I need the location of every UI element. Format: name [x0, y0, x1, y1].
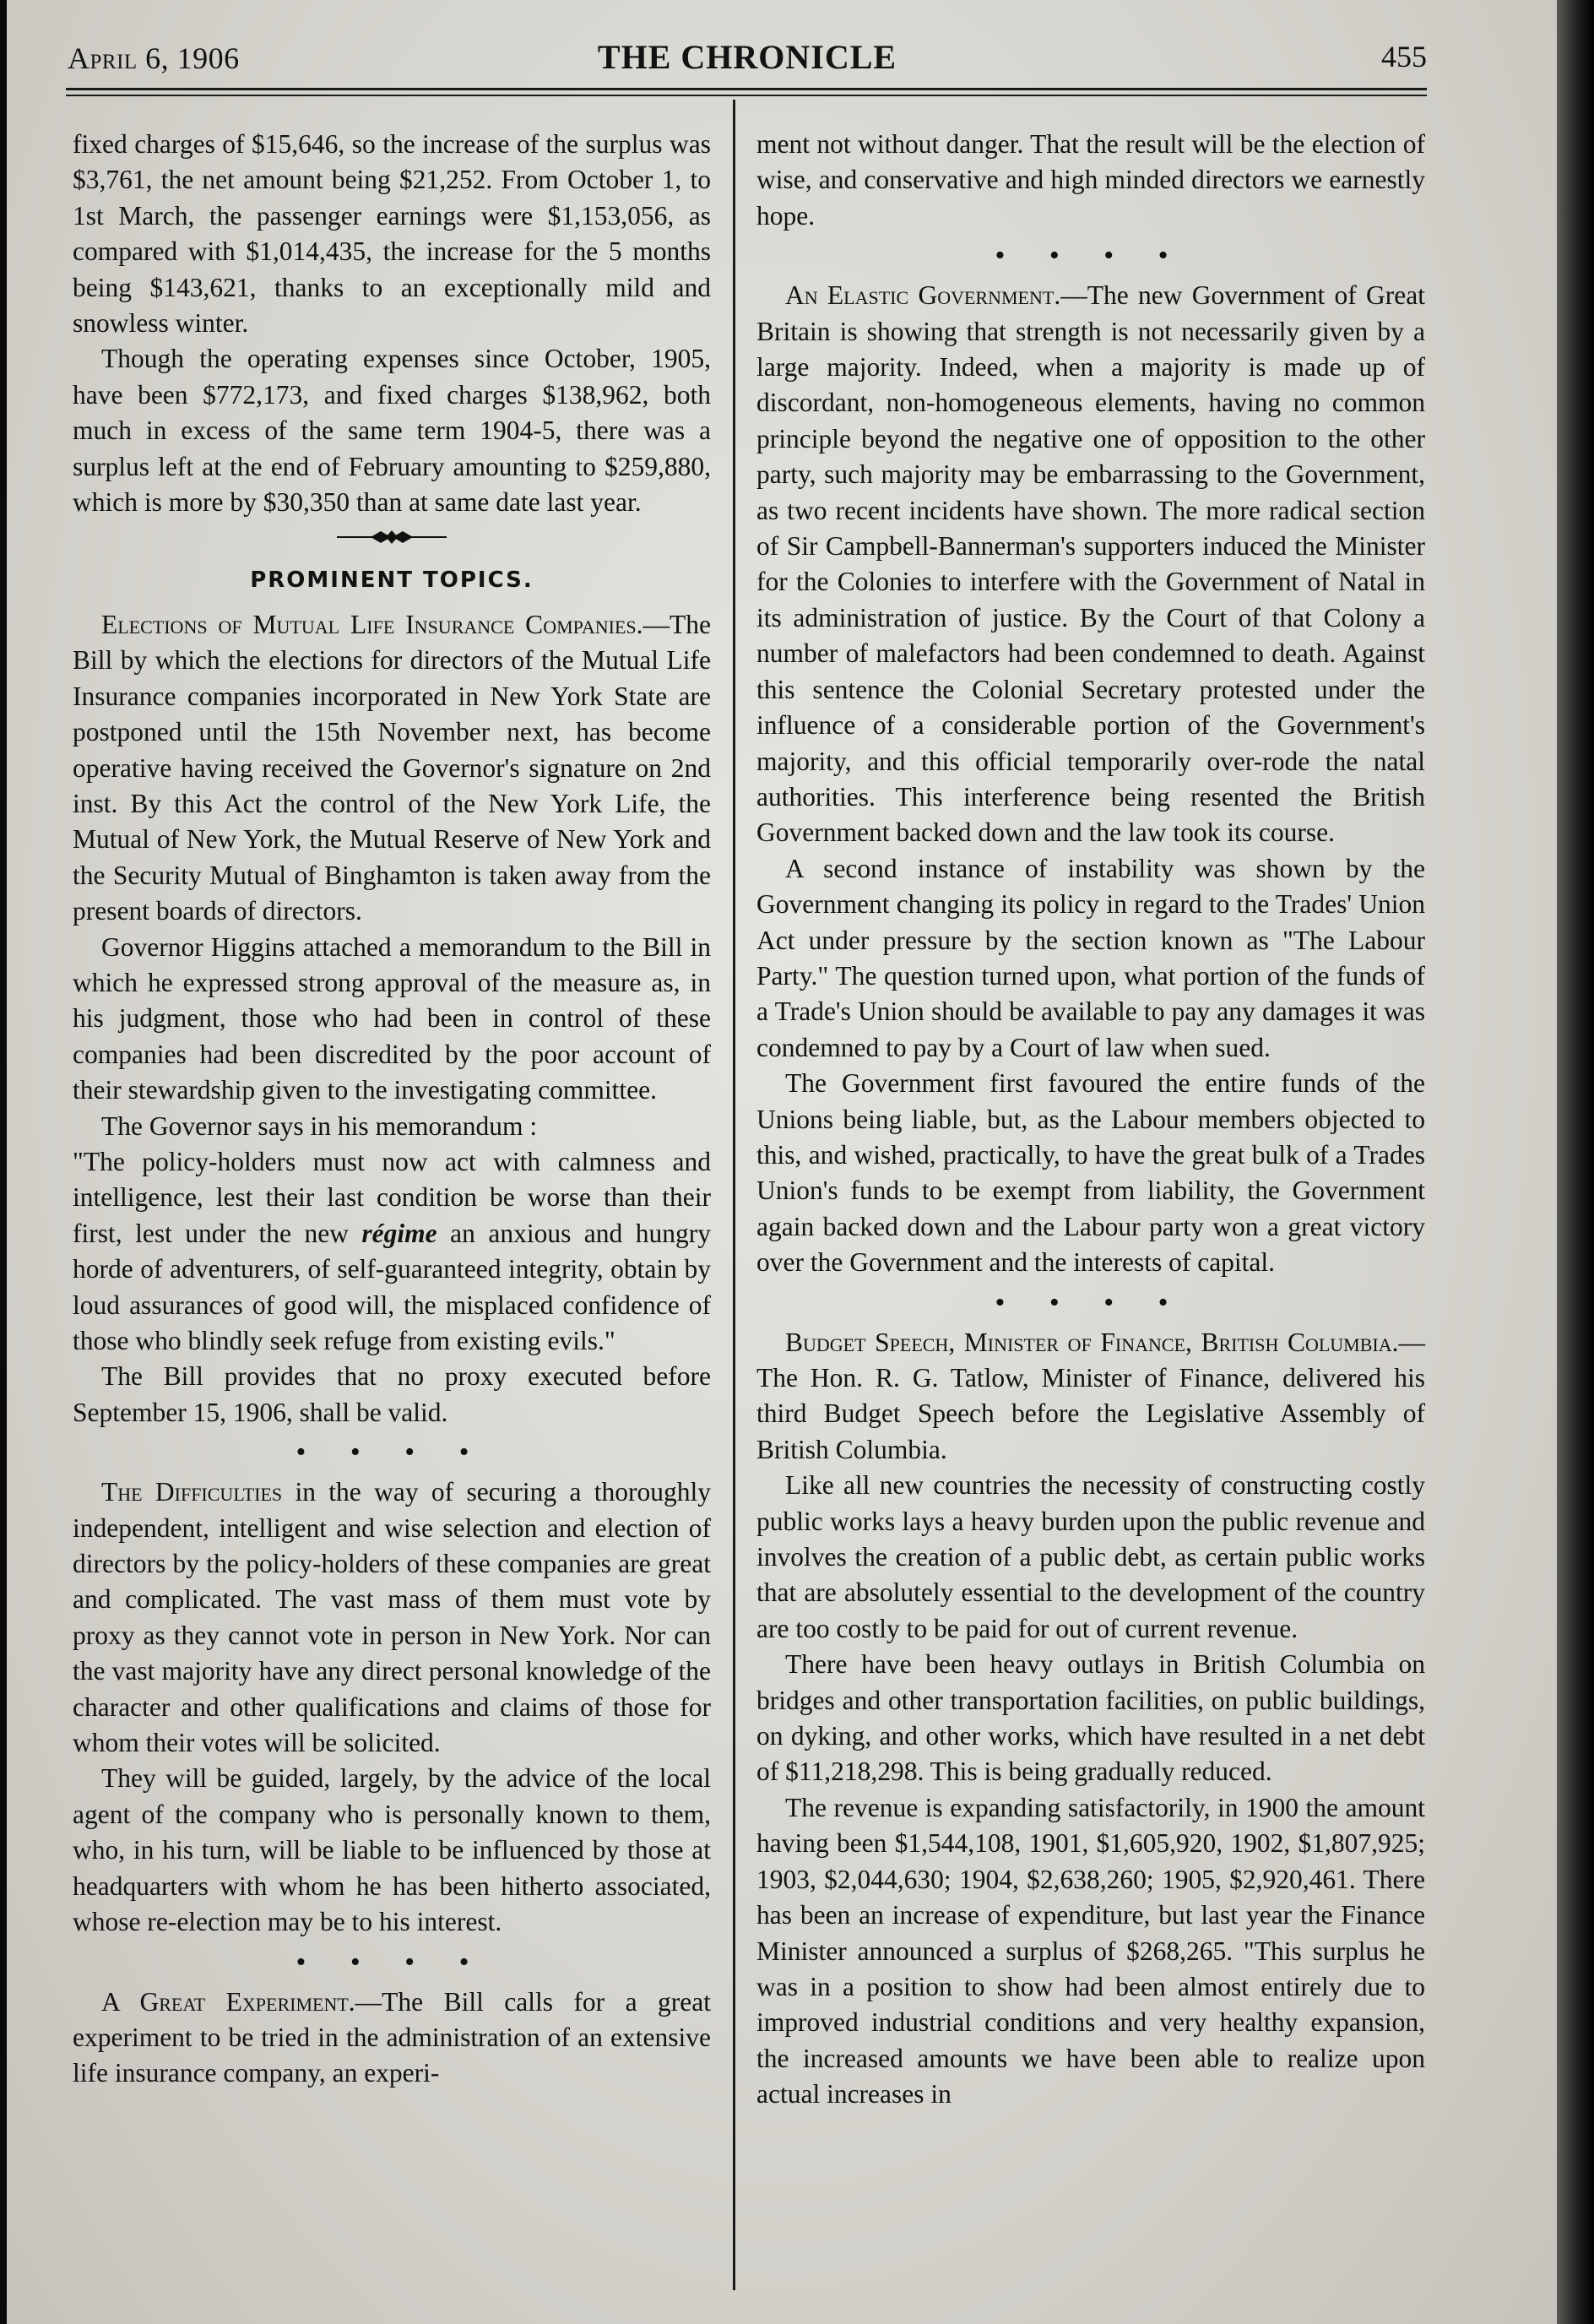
topic-body: in the way of securing a thoroughly independent, intelligent and wise selection and election of directors by the policy-holders of these companies are great and complicated. The vast mass of them must vote by proxy as they cannot vote in person in New York. Nor can the vast majority have any direct personal knowledge of the character and other qualifications and claims of those for whom their votes will be solicited. — [73, 1477, 711, 1758]
paragraph: Like all new countries the necessity of constructing costly public works lays a heavy burden upon the public revenue and involves the creation of a public debt, as certain public works that are absolutely essential to the development of the country are too costly to be paid for out of current revenue. — [756, 1470, 1425, 1643]
page-number: 455 — [1381, 40, 1427, 73]
section-separator: • • • • — [995, 240, 1187, 272]
topic-body: —The Hon. R. G. Tatlow, Minister of Finance, delivered his third Budget Speech before the Legislative Assembly of British Columbia. — [756, 1327, 1425, 1464]
block-quote — [73, 1144, 711, 1359]
paragraph: ment not without danger. That the result will be the election of wise, and conservative and high minded directors we earnestly hope. — [756, 129, 1425, 231]
paragraph: Though the operating expenses since October, 1905, have been $772,173, and fixed charges $138,962, both much in excess of the same term 1904-5, there was a surplus left at the end of February amounting to $259,880, which is more by $30,350 than at same date last year. — [73, 344, 711, 518]
header-rule-bottom — [66, 95, 1427, 96]
quote-emphasis: régime — [361, 1218, 437, 1248]
paragraph: Governor Higgins attached a memorandum to the Bill in which he expressed strong approval of the measure as, in his judgment, those who had been in control of these companies had been discredited by the poor account of their stewardship given to the investigating committee. — [73, 931, 711, 1105]
topic-heading: An Elastic Government. — [785, 280, 1061, 311]
right-column — [756, 127, 1425, 2113]
paragraph: The Bill provides that no proxy executed before September 15, 1906, shall be valid. — [73, 1361, 711, 1427]
publication-title: THE CHRONICLE — [597, 38, 897, 76]
paragraph: A second instance of instability was shown by the Government changing its policy in regard to the Trades' Union Act under pressure by the section known as "The Labour Party." The question turned upon, what portion of the funds of a Trade's Union should be available to pay any damages it was condemned to pay by a Court of law when sued. — [756, 853, 1425, 1062]
section-separator: • • • • — [995, 1286, 1187, 1318]
paragraph: fixed charges of $15,646, so the increase of the surplus was $3,761, the net amount being $21,252. From October 1, to 1st March, the passenger earnings were $1,153,056, as compared with $1,014,435, the increase for the 5 months being $143,621, thanks to an exceptionally mild and snowless winter. — [73, 129, 711, 339]
paragraph: The Governor says in his memorandum : — [101, 1110, 538, 1141]
topic-heading: The Difficulties — [101, 1477, 283, 1507]
paragraph: The revenue is expanding satisfactorily, in 1900 the amount having been $1,544,108, 1901, $1,605,920, 1902, $1,807,925; 1903, $2,044,630; 1904, $2,638,260; 1905, $2,920,461. There has been an increase of expenditure, but last year the Finance Minister announced a surplus of $268,265. "This surplus he was in a position to show had been almost entirely due to improved industrial conditions and very healthy expansion, the increased amounts we have been able to realize upon actual increases in — [756, 1792, 1425, 2110]
quote-text: an anxious and hungry horde of adventurers, of self-guaranteed integrity, obtain by loud assurances of good will, the misplaced confidence of those who blindly seek refuge from existing evils." — [73, 1218, 711, 1355]
paragraph: They will be guided, largely, by the advice of the local agent of the company who is personally known to them, who, in his turn, will be liable to be influenced by those at headquarters with whom he has been hitherto associated, whose re-election may be to his interest. — [73, 1763, 711, 1937]
topic-body: —The Bill by which the elections for directors of the Mutual Life Insurance companies incorporated in New York State are postponed until the 15th November next, has become operative having received the Governor's signature on 2nd inst. By this Act the control of the New York Life, the Mutual of New York, the Mutual Reserve of New York and the Security Mutual of Binghamton is taken away from the present boards of directors. — [73, 609, 711, 926]
paragraph: There have been heavy outlays in British Columbia on bridges and other transportation facilities, on public buildings, on dyking, and other works, which have resulted in a net debt of $11,218,298. This is being gradually reduced. — [756, 1649, 1425, 1787]
left-column — [73, 127, 711, 2092]
ornament-icon — [337, 529, 447, 546]
page-header — [68, 32, 1427, 83]
section-separator: • • • • — [295, 1946, 488, 1978]
topic-body: —The new Government of Great Britain is showing that strength is not necessarily given by a large majority. Indeed, when a majority is made up of discordant, non-homogeneous elements, having no common principle beyond the negative one of opposition to the other party, such majority may be embarrassing to the Government, as two recent incidents have shown. The more radical section of Sir Campbell-Bannerman's supporters induced the Minister for the Colonies to interfere with the Government of Natal in its administration of justice. By the Court of that Colony a number of malefactors had been condemned to death. Against this sentence the Colonial Secretary protested under the influence of a considerable portion of the Government's majority, and this official temporarily over-rode the natal authorities. This interference being resented the British Government backed down and the law took its course. — [756, 280, 1425, 848]
quote-text: "The policy-holders must now act with calmness and intelligence, lest their last condition be worse than their first, lest under the new — [73, 1146, 711, 1248]
topic-heading: Budget Speech, Minister of Finance, British Columbia. — [785, 1327, 1399, 1357]
paragraph: The Government first favoured the entire funds of the Unions being liable, but, as the Labour members objected to this, and wished, practically, to have the great bulk of a Trades Union's funds to be exempt from liability, the Government again backed down and the Labour party won a great victory over the Government and the interests of capital. — [756, 1068, 1425, 1278]
page-edge-shadow — [1557, 0, 1594, 2324]
topic-heading: Elections of Mutual Life Insurance Companies. — [101, 609, 643, 639]
header-rule-top — [66, 88, 1427, 90]
issue-date: April 6, 1906 — [68, 41, 240, 75]
section-separator: • • • • — [295, 1436, 488, 1469]
topic-body: —The Bill calls for a great experiment to be tried in the administration of an extensive life insurance company, an experi- — [73, 1986, 711, 2088]
section-heading: PROMINENT TOPICS. — [250, 567, 534, 594]
topic-heading: A Great Experiment. — [101, 1986, 355, 2017]
ornament-divider — [73, 520, 711, 549]
column-divider — [733, 100, 735, 2290]
